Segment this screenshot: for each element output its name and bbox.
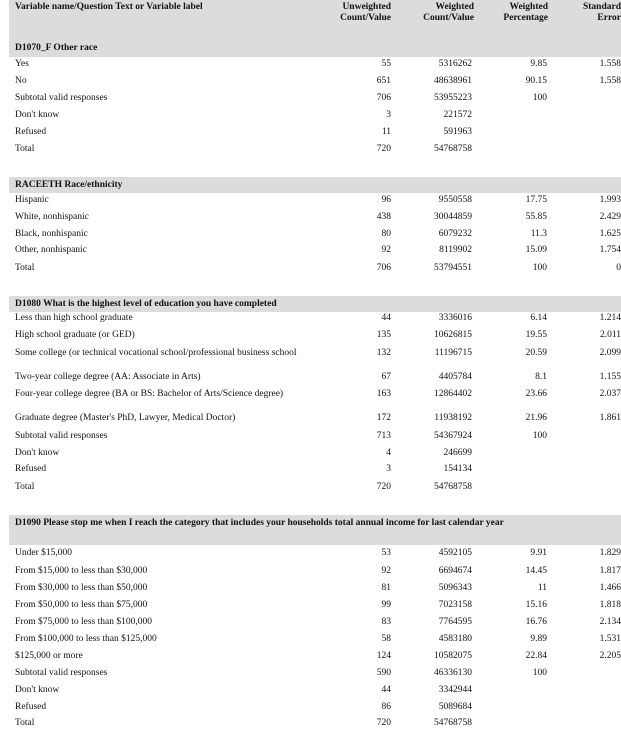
- weighted-percentage: 11: [537, 583, 547, 593]
- standard-error: 2.011: [599, 330, 621, 340]
- weighted-percentage: 14.45: [525, 566, 547, 576]
- weighted-count: 5096343: [438, 583, 472, 593]
- weighted-percentage: 15.16: [525, 600, 547, 610]
- row-label: Under $15,000: [15, 548, 72, 558]
- table-row: [9, 110, 621, 126]
- weighted-percentage: 55.85: [525, 212, 547, 222]
- row-label: White, nonhispanic: [15, 212, 89, 222]
- table-row: [9, 464, 621, 480]
- weighted-percentage: 9.91: [530, 548, 547, 558]
- unweighted-count: 11: [381, 127, 391, 137]
- section-title-band: [9, 531, 621, 545]
- unweighted-count: 80: [381, 229, 391, 239]
- weighted-percentage: 21.96: [525, 413, 547, 423]
- weighted-count: 154134: [443, 464, 472, 474]
- table-row: [9, 59, 621, 75]
- header-weighted-count-text: Weighted Count/Value: [423, 2, 474, 23]
- row-label: From $15,000 to less than $30,000: [15, 566, 148, 576]
- weighted-percentage: 15.09: [525, 245, 547, 255]
- weighted-count: 30044859: [434, 212, 472, 222]
- weighted-count: 46336130: [434, 668, 472, 678]
- table-row: [9, 634, 621, 650]
- section-title: [9, 296, 621, 312]
- weighted-percentage: 9.85: [530, 59, 547, 69]
- table-row: [9, 718, 621, 734]
- weighted-percentage: 90.15: [525, 76, 547, 86]
- table-row: [9, 583, 621, 599]
- row-label: From $30,000 to less than $50,000: [15, 583, 148, 593]
- weighted-count: 6694674: [438, 566, 472, 576]
- row-label: Total: [15, 144, 35, 154]
- section-title-text: RACEETH Race/ethnicity: [15, 180, 123, 190]
- row-label: High school graduate (or GED): [15, 330, 135, 340]
- standard-error: 1.993: [599, 195, 621, 205]
- unweighted-count: 163: [376, 389, 391, 399]
- unweighted-count: 44: [381, 685, 391, 695]
- weighted-count: 53794551: [434, 263, 472, 273]
- weighted-count: 48638961: [434, 76, 472, 86]
- row-label: Refused: [15, 702, 47, 712]
- standard-error: 2.037: [599, 389, 621, 399]
- unweighted-count: 92: [381, 566, 391, 576]
- row-label: Subtotal valid responses: [15, 93, 108, 103]
- standard-error: 1.531: [599, 634, 621, 644]
- row-label: Refused: [15, 127, 47, 137]
- table-row: [9, 617, 621, 633]
- table-row: [9, 76, 621, 92]
- weighted-count: 4405784: [438, 372, 472, 382]
- table-row: [9, 548, 621, 564]
- row-label: No: [15, 76, 27, 86]
- standard-error: 1.558: [599, 59, 621, 69]
- table-row: [9, 651, 621, 667]
- weighted-count: 54768758: [434, 144, 472, 154]
- weighted-count: 54768758: [434, 482, 472, 492]
- standard-error: 1.829: [599, 548, 621, 558]
- table-row: [9, 413, 621, 429]
- unweighted-count: 83: [381, 617, 391, 627]
- unweighted-count: 81: [381, 583, 391, 593]
- section-title: [9, 177, 621, 193]
- weighted-percentage: 20.59: [525, 348, 547, 358]
- standard-error: 1.818: [599, 600, 621, 610]
- standard-error: 1.466: [599, 583, 621, 593]
- row-label: Total: [15, 263, 35, 273]
- unweighted-count: 124: [376, 651, 391, 661]
- weighted-count: 7023158: [438, 600, 472, 610]
- header-standard-error-text: Standard Error: [582, 2, 621, 23]
- row-label: Graduate degree (Master's PhD, Lawyer, Medical Doctor): [15, 413, 236, 423]
- weighted-count: 5089684: [438, 702, 472, 712]
- standard-error: 2.429: [599, 212, 621, 222]
- weighted-count: 6079232: [438, 229, 472, 239]
- standard-error: 1.625: [599, 229, 621, 239]
- row-label: Less than high school graduate: [15, 313, 133, 323]
- section-title-text: D1090 Please stop me when I reach the category that includes your households total annual income for last calendar year: [15, 518, 504, 528]
- table-row: [9, 127, 621, 143]
- weighted-count: 8119902: [439, 245, 472, 255]
- weighted-count: 10626815: [434, 330, 472, 340]
- row-label: Subtotal valid responses: [15, 431, 108, 441]
- weighted-percentage: 100: [532, 93, 547, 103]
- unweighted-count: 720: [376, 482, 391, 492]
- weighted-count: 12864402: [434, 389, 472, 399]
- table-row: [9, 482, 621, 498]
- row-label: From $50,000 to less than $75,000: [15, 600, 148, 610]
- unweighted-count: 67: [381, 372, 391, 382]
- row-label: Hispanic: [15, 195, 49, 205]
- row-label: Don't know: [15, 110, 60, 120]
- unweighted-count: 590: [376, 668, 391, 678]
- weighted-count: 10582075: [434, 651, 472, 661]
- section-title: [9, 40, 621, 56]
- table-row: [9, 389, 621, 405]
- unweighted-count: 172: [376, 413, 391, 423]
- table-row: [9, 431, 621, 447]
- unweighted-count: 92: [381, 245, 391, 255]
- row-label: Two-year college degree (AA: Associate in Arts): [15, 372, 201, 382]
- table-row: [9, 229, 621, 245]
- weighted-percentage: 100: [532, 431, 547, 441]
- weighted-percentage: 11.3: [530, 229, 547, 239]
- weighted-count: 7764595: [438, 617, 472, 627]
- unweighted-count: 3: [386, 110, 391, 120]
- unweighted-count: 706: [376, 93, 391, 103]
- table-row: [9, 600, 621, 616]
- weighted-count: 591963: [443, 127, 472, 137]
- section-title-text: D1070_F Other race: [15, 43, 98, 53]
- table-row: [9, 144, 621, 160]
- row-label: Yes: [15, 59, 29, 69]
- standard-error: 1.817: [599, 566, 621, 576]
- weighted-count: 4583180: [438, 634, 472, 644]
- weighted-count: 246699: [443, 448, 472, 458]
- standard-error: 1.861: [599, 413, 621, 423]
- unweighted-count: 99: [381, 600, 391, 610]
- unweighted-count: 438: [376, 212, 391, 222]
- unweighted-count: 135: [376, 330, 391, 340]
- unweighted-count: 55: [381, 59, 391, 69]
- row-label: Black, nonhispanic: [15, 229, 88, 239]
- table-row: [9, 348, 621, 364]
- table-row: [9, 372, 621, 388]
- row-label: Other, nonhispanic: [15, 245, 87, 255]
- unweighted-count: 44: [381, 313, 391, 323]
- unweighted-count: 706: [376, 263, 391, 273]
- row-label: Total: [15, 482, 35, 492]
- section-title: [9, 515, 621, 531]
- standard-error: 1.214: [599, 313, 621, 323]
- header-unweighted-text: Unweighted Count/Value: [340, 2, 391, 23]
- header-standard-error: [551, 2, 621, 24]
- header-unweighted: [301, 2, 391, 24]
- table-row: [9, 93, 621, 109]
- weighted-count: 221572: [443, 110, 472, 120]
- table-row: [9, 702, 621, 718]
- weighted-count: 3336016: [438, 313, 472, 323]
- weighted-count: 53955223: [434, 93, 472, 103]
- unweighted-count: 3: [386, 464, 391, 474]
- weighted-percentage: 9.89: [530, 634, 547, 644]
- unweighted-count: 720: [376, 144, 391, 154]
- weighted-percentage: 17.75: [525, 195, 547, 205]
- unweighted-count: 132: [376, 348, 391, 358]
- weighted-count: 9550558: [438, 195, 472, 205]
- unweighted-count: 96: [381, 195, 391, 205]
- unweighted-count: 53: [381, 548, 391, 558]
- table-row: [9, 195, 621, 211]
- table-row: [9, 448, 621, 464]
- header-weighted-count: [384, 2, 474, 24]
- weighted-count: 11196715: [434, 348, 472, 358]
- unweighted-count: 58: [381, 634, 391, 644]
- weighted-count: 5316262: [438, 59, 472, 69]
- row-label: Four-year college degree (BA or BS: Bachelor of Arts/Science degree): [15, 389, 284, 399]
- weighted-percentage: 16.76: [525, 617, 547, 627]
- weighted-percentage: 100: [532, 263, 547, 273]
- unweighted-count: 86: [381, 702, 391, 712]
- standard-error: 0: [616, 263, 621, 273]
- unweighted-count: 4: [386, 448, 391, 458]
- weighted-percentage: 23.66: [525, 389, 547, 399]
- table-row: [9, 313, 621, 329]
- standard-error: 1.558: [599, 76, 621, 86]
- unweighted-count: 651: [376, 76, 391, 86]
- table-row: [9, 245, 621, 261]
- weighted-percentage: 22.84: [525, 651, 547, 661]
- weighted-count: 54768758: [434, 718, 472, 728]
- row-label: Total: [15, 718, 35, 728]
- standard-error: 1.754: [599, 245, 621, 255]
- table-row: [9, 212, 621, 228]
- weighted-count: 54367924: [434, 431, 472, 441]
- row-label: Subtotal valid responses: [15, 668, 108, 678]
- row-label: Don't know: [15, 448, 60, 458]
- row-label: Some college (or technical vocational school/professional business school: [15, 348, 297, 358]
- weighted-count: 3342944: [438, 685, 472, 695]
- section-title-text: D1080 What is the highest level of education you have completed: [15, 299, 277, 309]
- weighted-percentage: 6.14: [530, 313, 547, 323]
- weighted-percentage: 19.55: [525, 330, 547, 340]
- row-label: Refused: [15, 464, 47, 474]
- table-row: [9, 330, 621, 346]
- unweighted-count: 720: [376, 718, 391, 728]
- header-weighted-percentage-text: Weighted Percentage: [503, 2, 548, 23]
- table-row: [9, 263, 621, 279]
- standard-error: 2.099: [599, 348, 621, 358]
- weighted-count: 4592105: [438, 548, 472, 558]
- header-variable-name: Variable name/Question Text or Variable label: [15, 2, 203, 12]
- weighted-count: 11938192: [434, 413, 472, 423]
- row-label: $125,000 or more: [15, 651, 83, 661]
- table-row: [9, 685, 621, 701]
- table-row: [9, 566, 621, 582]
- weighted-percentage: 100: [532, 668, 547, 678]
- unweighted-count: 713: [376, 431, 391, 441]
- standard-error: 2.134: [599, 617, 621, 627]
- weighted-percentage: 8.1: [535, 372, 547, 382]
- standard-error: 2.205: [599, 651, 621, 661]
- row-label: From $75,000 to less than $100,000: [15, 617, 152, 627]
- row-label: From $100,000 to less than $125,000: [15, 634, 157, 644]
- standard-error: 1.155: [599, 372, 621, 382]
- header-weighted-percentage: [478, 2, 548, 24]
- row-label: Don't know: [15, 685, 60, 695]
- table-row: [9, 668, 621, 684]
